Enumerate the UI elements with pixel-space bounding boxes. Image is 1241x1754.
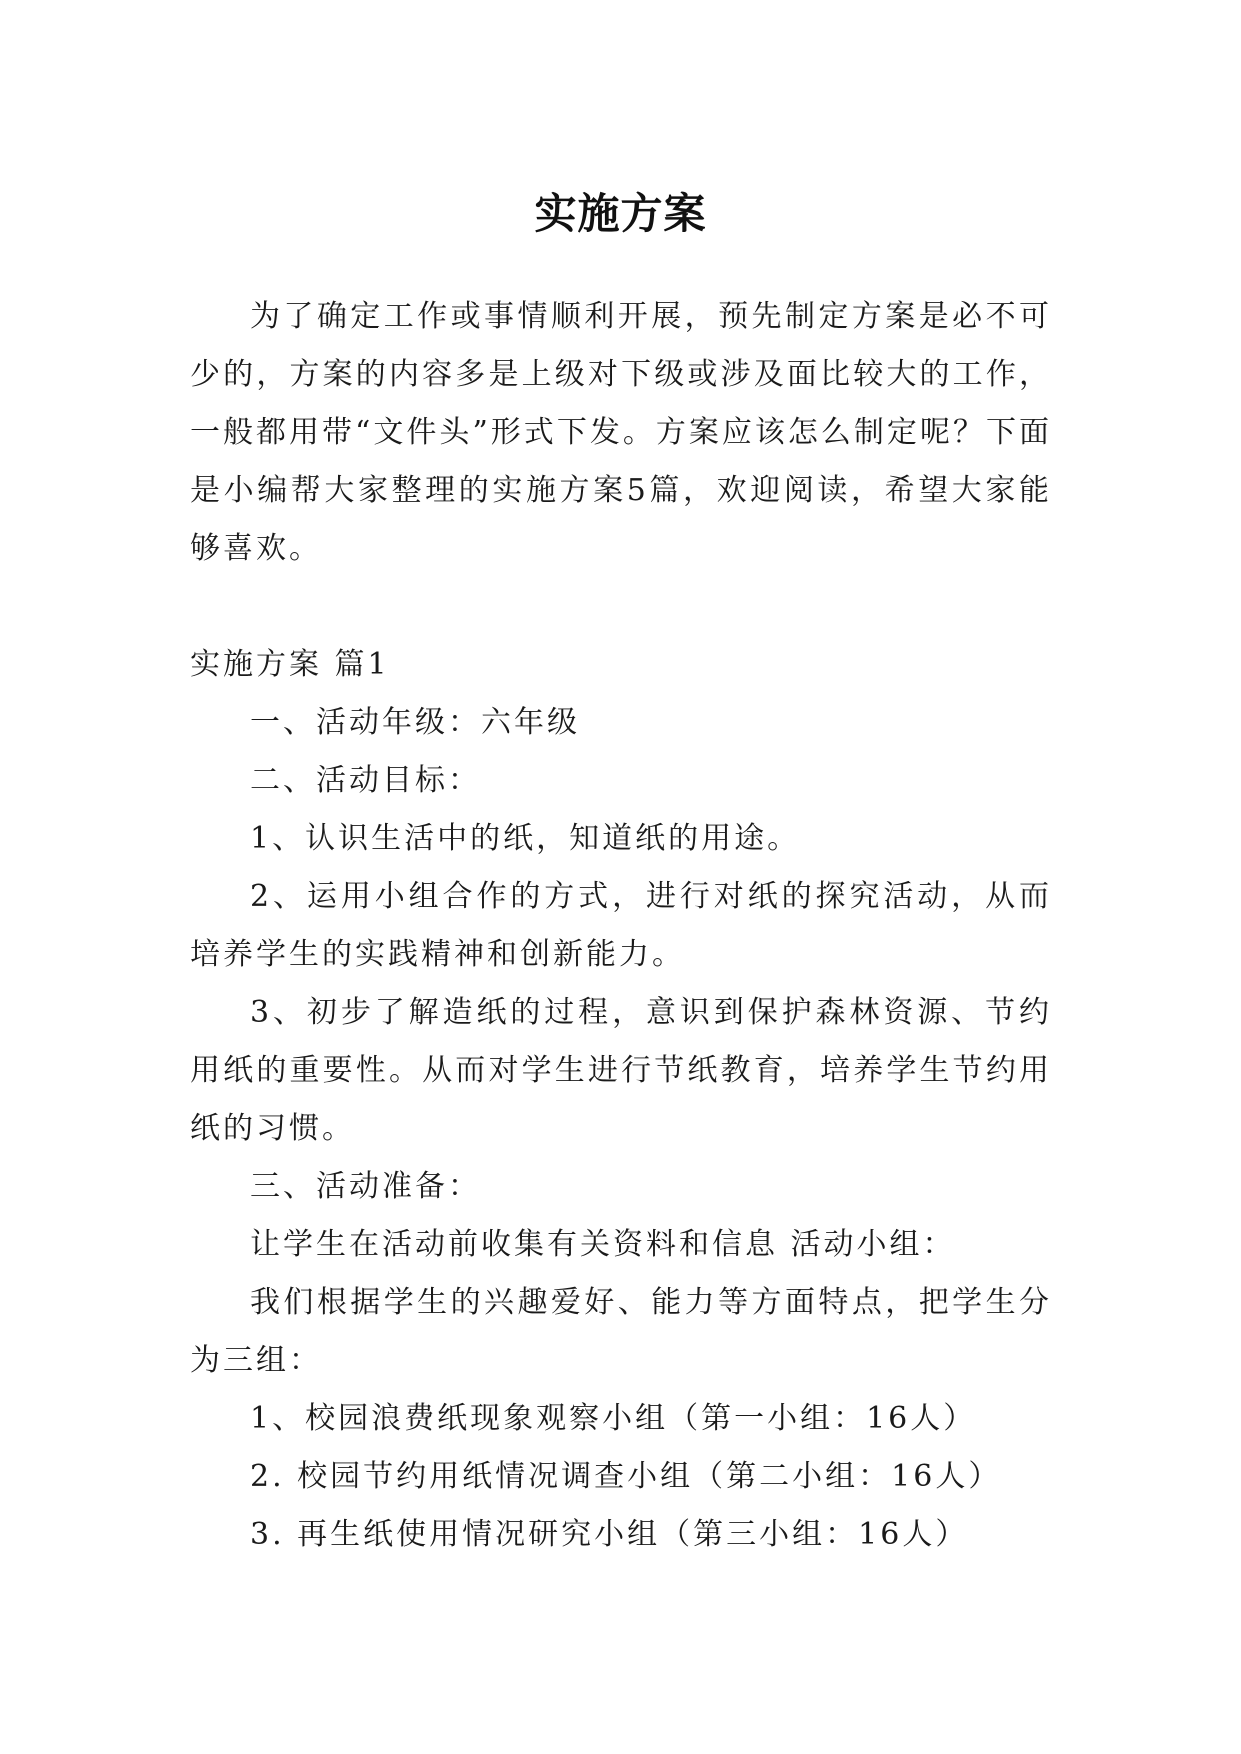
intro-paragraph: 为了确定工作或事情顺利开展，预先制定方案是必不可少的，方案的内容多是上级对下级或涉及面比较大的工作，一般都用带“文件头”形式下发。方案应该怎么制定呢？下面是小编帮大家整理的实施方案5篇，欢迎阅读，希望大家能够喜欢。: [190, 299, 1052, 566]
paragraph-goal-1: 1、认识生活中的纸，知道纸的用途。: [250, 821, 801, 856]
paragraph-group-2: 2. 校园节约用纸情况调查小组（第二小组：16人）: [250, 1459, 1002, 1494]
document-body: [190, 288, 1052, 1564]
paragraph-grouping: 我们根据学生的兴趣爱好、能力等方面特点，把学生分为三组：: [190, 1285, 1052, 1378]
document-title: 实施方案: [534, 189, 707, 239]
section-heading: 实施方案 篇1: [190, 647, 390, 682]
paragraph-goal-2: 2、运用小组合作的方式，进行对纸的探究活动，从而培养学生的实践精神和创新能力。: [190, 879, 1052, 972]
paragraph-goal-3: 3、初步了解造纸的过程，意识到保护森林资源、节约用纸的重要性。从而对学生进行节纸教育，培养学生节约用纸的习惯。: [190, 995, 1052, 1146]
paragraph-group-3: 3. 再生纸使用情况研究小组（第三小组：16人）: [250, 1517, 969, 1552]
paragraph-activity-goals-heading: 二、活动目标：: [250, 763, 481, 798]
paragraph-preparation-detail: 让学生在活动前收集有关资料和信息 活动小组：: [250, 1227, 956, 1262]
paragraph-activity-grade: 一、活动年级：六年级: [250, 705, 580, 740]
paragraph-group-1: 1、校园浪费纸现象观察小组（第一小组：16人）: [250, 1401, 977, 1436]
paragraph-preparation-heading: 三、活动准备：: [250, 1169, 481, 1204]
